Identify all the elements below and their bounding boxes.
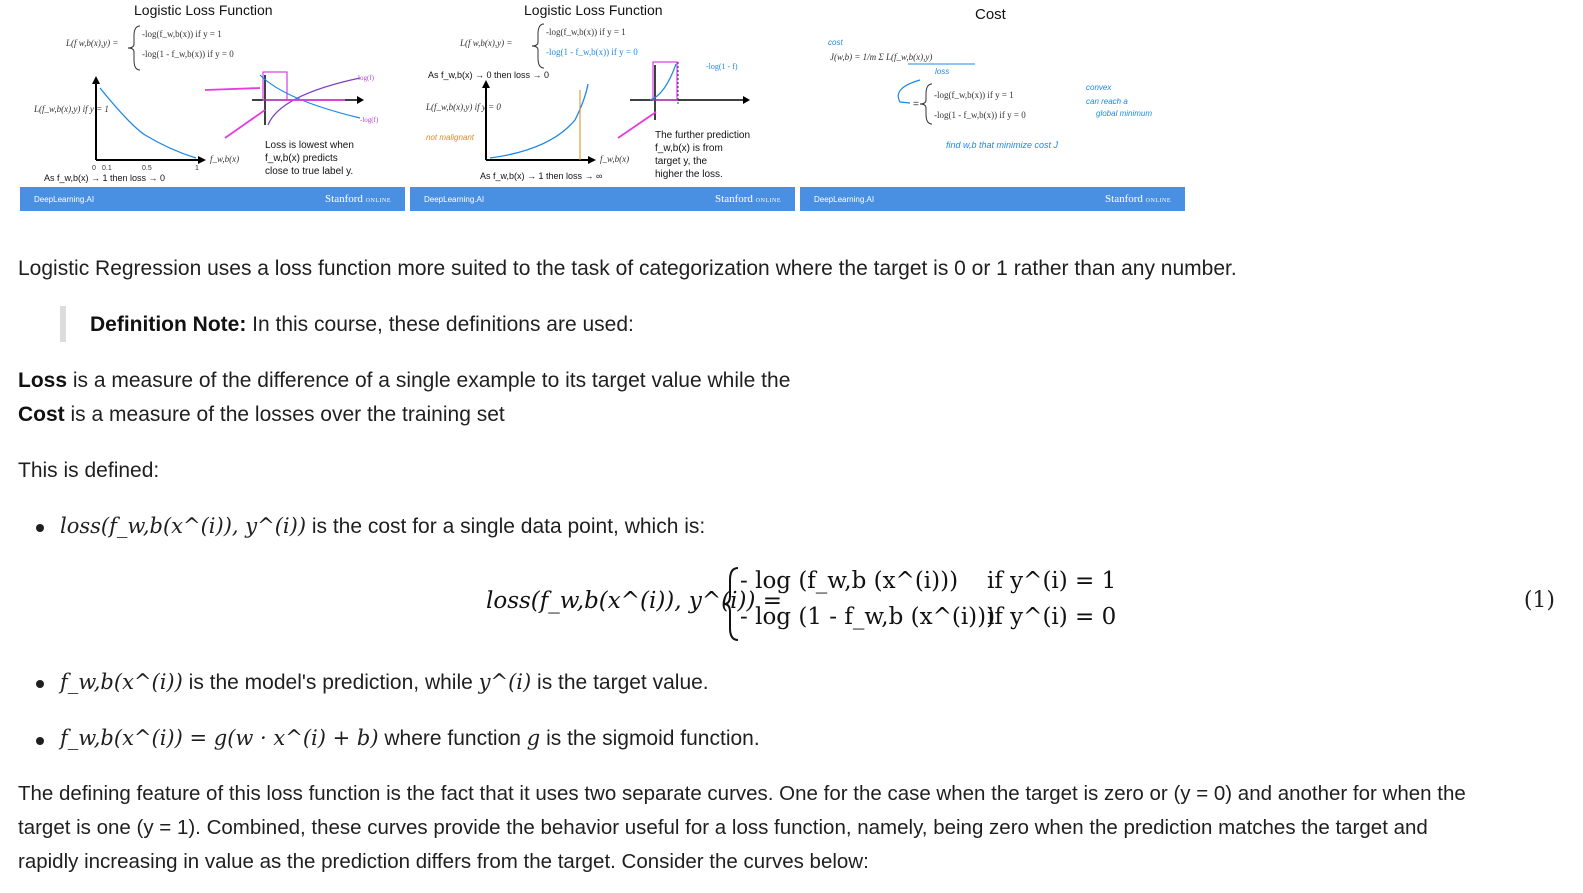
bullet-prediction-math2: y^(i): [478, 670, 532, 694]
bullet-dot: [36, 680, 44, 688]
note-global: global minimum: [1096, 109, 1153, 118]
caption-line2: f_w,b(x) predicts: [265, 153, 338, 164]
slide-case2: -log(1 - f_w,b(x)) if y = 0: [934, 110, 1026, 120]
slide-lhs: L(f w,b(x),y) =: [460, 38, 513, 48]
slide-title: Logistic Loss Function: [134, 2, 273, 18]
tick-1: 1: [195, 165, 199, 172]
equals-sign: =: [913, 99, 919, 110]
loss-label: loss: [935, 67, 950, 76]
caption-line2: f_w,b(x) is from: [655, 143, 723, 154]
equation-brace: [722, 566, 742, 642]
footer-brand: DeepLearning.AI: [814, 194, 875, 204]
footer-brand: DeepLearning.AI: [34, 194, 95, 204]
slide-case2: -log(1 - f_w,b(x)) if y = 0: [142, 49, 234, 59]
slide-loss-y1-figure: [20, 0, 405, 190]
bullet-prediction-text1: is the model's prediction, while: [182, 671, 479, 694]
para-line-1: The defining feature of this loss function is the fact that it uses two separate curves. One for the case when the target is zero or (y = 0) and another for when the: [18, 782, 1466, 805]
loss-term: Loss: [18, 369, 68, 392]
bullet-sigmoid-math: f_w,b(x^(i)) = g(w · x^(i) + b): [60, 726, 379, 750]
top-note: As f_w,b(x) → 0 then loss → 0: [428, 70, 550, 80]
blockquote-bar: [60, 306, 66, 342]
slide-case1: -log(f_w,b(x)) if y = 1: [142, 29, 222, 39]
equation-case1: - log (f_w,b (x^(i))): [740, 568, 959, 594]
note-convex: convex: [1086, 83, 1112, 92]
bottom-note: As f_w,b(x) → 1 then loss → ∞: [480, 171, 603, 181]
slide-footer: [20, 187, 405, 211]
slide-case1: -log(f_w,b(x)) if y = 1: [546, 27, 626, 37]
intro-paragraph: Logistic Regression uses a loss function more suited to the task of categorization where the target is 0 or 1 rather than any number.: [18, 257, 1237, 280]
bullet-sigmoid-tail: is the sigmoid function.: [540, 727, 760, 750]
lecture-slides-strip: [20, 0, 1185, 212]
slide-case1: -log(f_w,b(x)) if y = 1: [934, 90, 1014, 100]
caption-line3: target y, the: [655, 156, 708, 167]
ylabel-note: not malignant: [426, 133, 475, 142]
bullet-loss: [60, 510, 705, 544]
slide-title: Cost: [975, 6, 1006, 23]
bullet-dot: [36, 524, 44, 532]
loss-definition: [18, 364, 790, 398]
equation-lhs: loss(f_w,b(x^(i)), y^(i)) =: [486, 588, 783, 614]
bullet-loss-text: is the cost for a single data point, which is:: [306, 515, 706, 538]
cost-term: Cost: [18, 403, 65, 426]
slide-ylabel: L(f_w,b(x),y) if y = 1: [34, 104, 109, 114]
footer-stanford: Stanford ONLINE: [1105, 193, 1171, 205]
find-note: find w,b that minimize cost J: [946, 140, 1059, 150]
footer-stanford: Stanford ONLINE: [325, 193, 391, 205]
bottom-note: As f_w,b(x) → 1 then loss → 0: [44, 173, 166, 183]
slide-xlabel: f_w,b(x): [210, 154, 240, 164]
caption-line4: higher the loss.: [655, 169, 723, 180]
bullet-sigmoid-g: g: [526, 726, 541, 750]
bullet-loss-math: loss(f_w,b(x^(i)), y^(i)): [60, 514, 307, 538]
definition-note: [90, 308, 634, 342]
cost-definition: [18, 398, 505, 432]
equation-case2: - log (1 - f_w,b (x^(i))): [740, 604, 996, 630]
tick-0: 0: [92, 165, 96, 172]
curve-label: -log(1 - f): [706, 62, 738, 71]
slide-loss-y1: [20, 0, 405, 211]
curve2-label: -log(f): [360, 116, 379, 124]
tick-01: 0.1: [102, 165, 112, 172]
equation-cond1: if y^(i) = 1: [987, 568, 1117, 594]
slide-loss-y0-figure: [410, 0, 795, 190]
cost-label: cost: [828, 38, 843, 47]
defined-line: This is defined:: [18, 459, 160, 482]
slide-lhs: L(f w,b(x),y) =: [66, 38, 119, 48]
para-line-2: target is one (y = 1). Combined, these curves provide the behavior useful for a loss function, namely, being zero when the prediction matches the target and: [18, 816, 1428, 839]
note-reach: can reach a: [1086, 97, 1128, 106]
equation-number: (1): [1523, 588, 1555, 613]
definition-note-text: In this course, these definitions are used:: [246, 313, 634, 336]
bullet-prediction: [60, 666, 709, 700]
bullet-sigmoid: [60, 722, 760, 756]
cost-formula: J(w,b) = 1/m Σ L(f_w,b(x),y): [830, 52, 933, 62]
bullet-sigmoid-text: where function: [378, 727, 527, 750]
caption-line3: close to true label y.: [265, 166, 354, 177]
caption-line1: The further prediction: [655, 130, 751, 141]
slide-cost-figure: [800, 0, 1185, 190]
slide-title: Logistic Loss Function: [524, 2, 663, 18]
equation-cond2: if y^(i) = 0: [987, 604, 1117, 630]
curve1-label: log(f): [358, 74, 374, 82]
cost-def-text: is a measure of the losses over the training set: [64, 403, 505, 426]
tick-05: 0.5: [142, 165, 152, 172]
slide-footer: [410, 187, 795, 211]
slide-case2: -log(1 - f_w,b(x)) if y = 0: [546, 47, 638, 57]
slide-ylabel: L(f_w,b(x),y) if y = 0: [426, 102, 501, 112]
slide-footer: [800, 187, 1185, 211]
slide-loss-y0: [410, 0, 795, 211]
para-line-3: rapidly increasing in value as the prediction differs from the target. Consider the curves below:: [18, 850, 869, 873]
loss-def-text: is a measure of the difference of a single example to its target value while the: [67, 369, 791, 392]
definition-note-label: Definition Note:: [90, 313, 247, 336]
slide-xlabel: f_w,b(x): [600, 154, 630, 164]
bullet-prediction-math1: f_w,b(x^(i)): [60, 670, 183, 694]
footer-stanford: Stanford ONLINE: [715, 193, 781, 205]
bullet-dot: [36, 737, 44, 745]
footer-brand: DeepLearning.AI: [424, 194, 485, 204]
bullet-prediction-text2: is the target value.: [531, 671, 709, 694]
slide-cost: [800, 0, 1185, 211]
caption-line1: Loss is lowest when: [265, 140, 354, 151]
